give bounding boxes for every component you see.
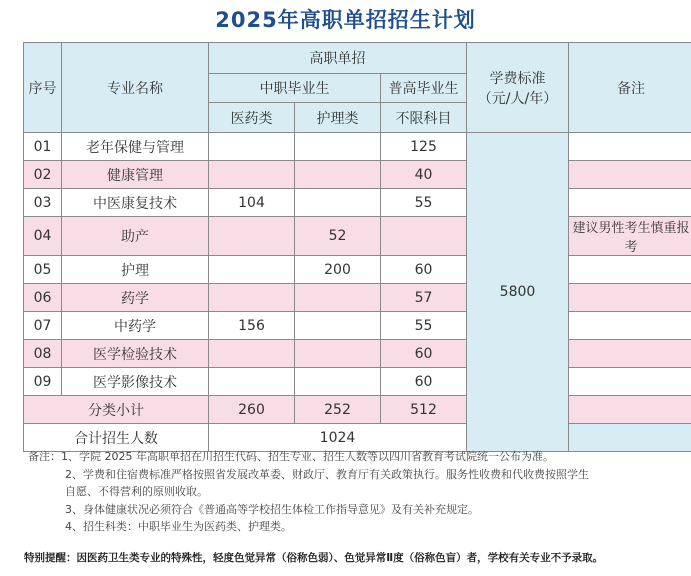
subtotal-medical: 260 — [209, 396, 295, 424]
cell-no: 09 — [24, 368, 62, 396]
header-nursing: 护理类 — [295, 103, 381, 133]
cell-remark — [569, 161, 691, 189]
subtotal-label: 分类小计 — [24, 396, 209, 424]
subtotal-row — [24, 396, 691, 424]
table-row — [24, 256, 691, 284]
cell-nursing — [295, 340, 381, 368]
note-2a: 2、学费和住宿费标准严格按照省发展改革委、财政厅、教育厅有关政策执行。服务性收费和代收费按照学生 — [65, 467, 589, 481]
cell-unlimited: 60 — [381, 368, 467, 396]
cell-nursing: 200 — [295, 256, 381, 284]
header-fee-line1: 学费标准 — [489, 70, 546, 87]
table-row — [24, 161, 691, 189]
cell-no: 03 — [24, 189, 62, 217]
cell-unlimited: 60 — [381, 340, 467, 368]
header-medical: 医药类 — [209, 103, 295, 133]
subtotal-unlimited: 512 — [381, 396, 467, 424]
cell-major: 护理 — [62, 256, 209, 284]
page-title: 2025年高职单招招生计划 — [215, 8, 476, 32]
notes-section — [28, 448, 673, 536]
cell-medical — [209, 340, 295, 368]
table-row — [24, 189, 691, 217]
cell-nursing — [295, 284, 381, 312]
cell-no: 04 — [24, 217, 62, 256]
cell-no: 01 — [24, 133, 62, 161]
cell-medical: 156 — [209, 312, 295, 340]
subtotal-nursing: 252 — [295, 396, 381, 424]
special-warning: 特别提醒：因医药卫生类专业的特殊性，轻度色觉异常（俗称色弱）、色觉异常Ⅱ度（俗称色盲）者，学校有关专业不予录取。 — [24, 552, 604, 564]
cell-nursing: 52 — [295, 217, 381, 256]
cell-major: 老年保健与管理 — [62, 133, 209, 161]
cell-major: 健康管理 — [62, 161, 209, 189]
cell-nursing — [295, 133, 381, 161]
cell-major: 中药学 — [62, 312, 209, 340]
header-secondary-vocational: 中职毕业生 — [209, 74, 381, 103]
cell-unlimited: 40 — [381, 161, 467, 189]
cell-remark — [569, 256, 691, 284]
cell-no: 07 — [24, 312, 62, 340]
cell-unlimited: 55 — [381, 312, 467, 340]
cell-remark — [569, 312, 691, 340]
fee-value: 5800 — [467, 133, 569, 452]
header-plan: 高职单招 — [209, 43, 467, 74]
cell-no: 02 — [24, 161, 62, 189]
table-row — [24, 284, 691, 312]
cell-major: 医学影像技术 — [62, 368, 209, 396]
table-row — [24, 368, 691, 396]
header-unlimited: 不限科目 — [381, 103, 467, 133]
cell-medical — [209, 284, 295, 312]
table-row — [24, 312, 691, 340]
cell-no: 08 — [24, 340, 62, 368]
cell-unlimited: 57 — [381, 284, 467, 312]
cell-major: 中医康复技术 — [62, 189, 209, 217]
header-fee-line2: （元/人/年） — [477, 90, 558, 107]
subtotal-remark — [569, 396, 691, 424]
cell-nursing — [295, 161, 381, 189]
cell-nursing — [295, 189, 381, 217]
cell-no: 05 — [24, 256, 62, 284]
cell-remark — [569, 368, 691, 396]
cell-unlimited: 125 — [381, 133, 467, 161]
cell-medical — [209, 217, 295, 256]
cell-nursing — [295, 368, 381, 396]
total-value: 1024 — [209, 424, 467, 452]
cell-medical — [209, 133, 295, 161]
cell-medical — [209, 368, 295, 396]
enrollment-plan-table — [23, 42, 691, 452]
header-remark: 备注 — [569, 43, 691, 133]
cell-remark — [569, 340, 691, 368]
cell-unlimited: 55 — [381, 189, 467, 217]
cell-major: 药学 — [62, 284, 209, 312]
cell-medical — [209, 161, 295, 189]
header-no: 序号 — [24, 43, 62, 133]
table-row — [24, 340, 691, 368]
cell-no: 06 — [24, 284, 62, 312]
cell-nursing — [295, 312, 381, 340]
total-label: 合计招生人数 — [24, 424, 209, 452]
note-2b: 自愿、不得营利的原则收取。 — [65, 485, 208, 498]
table-row — [24, 217, 691, 256]
note-4: 4、招生科类：中职毕业生为医药类、护理类。 — [65, 520, 292, 533]
cell-remark — [569, 189, 691, 217]
cell-unlimited — [381, 217, 467, 256]
cell-major: 医学检验技术 — [62, 340, 209, 368]
cell-medical — [209, 256, 295, 284]
cell-remark — [569, 284, 691, 312]
header-fee — [467, 43, 569, 133]
note-3: 3、身体健康状况必须符合《普通高等学校招生体检工作指导意见》及有关补充规定。 — [65, 502, 479, 516]
cell-remark: 建议男性考生慎重报考 — [569, 217, 691, 256]
cell-unlimited: 60 — [381, 256, 467, 284]
cell-major: 助产 — [62, 217, 209, 256]
table-row — [24, 133, 691, 161]
cell-remark — [569, 133, 691, 161]
header-major: 专业名称 — [62, 43, 209, 133]
note-1: 备注：1、学院 2025 年高职单招在川招生代码、招生专业、招生人数等以四川省教育考试院统一公布为准。 — [28, 450, 554, 463]
cell-medical: 104 — [209, 189, 295, 217]
header-general-high: 普高毕业生 — [381, 74, 467, 103]
